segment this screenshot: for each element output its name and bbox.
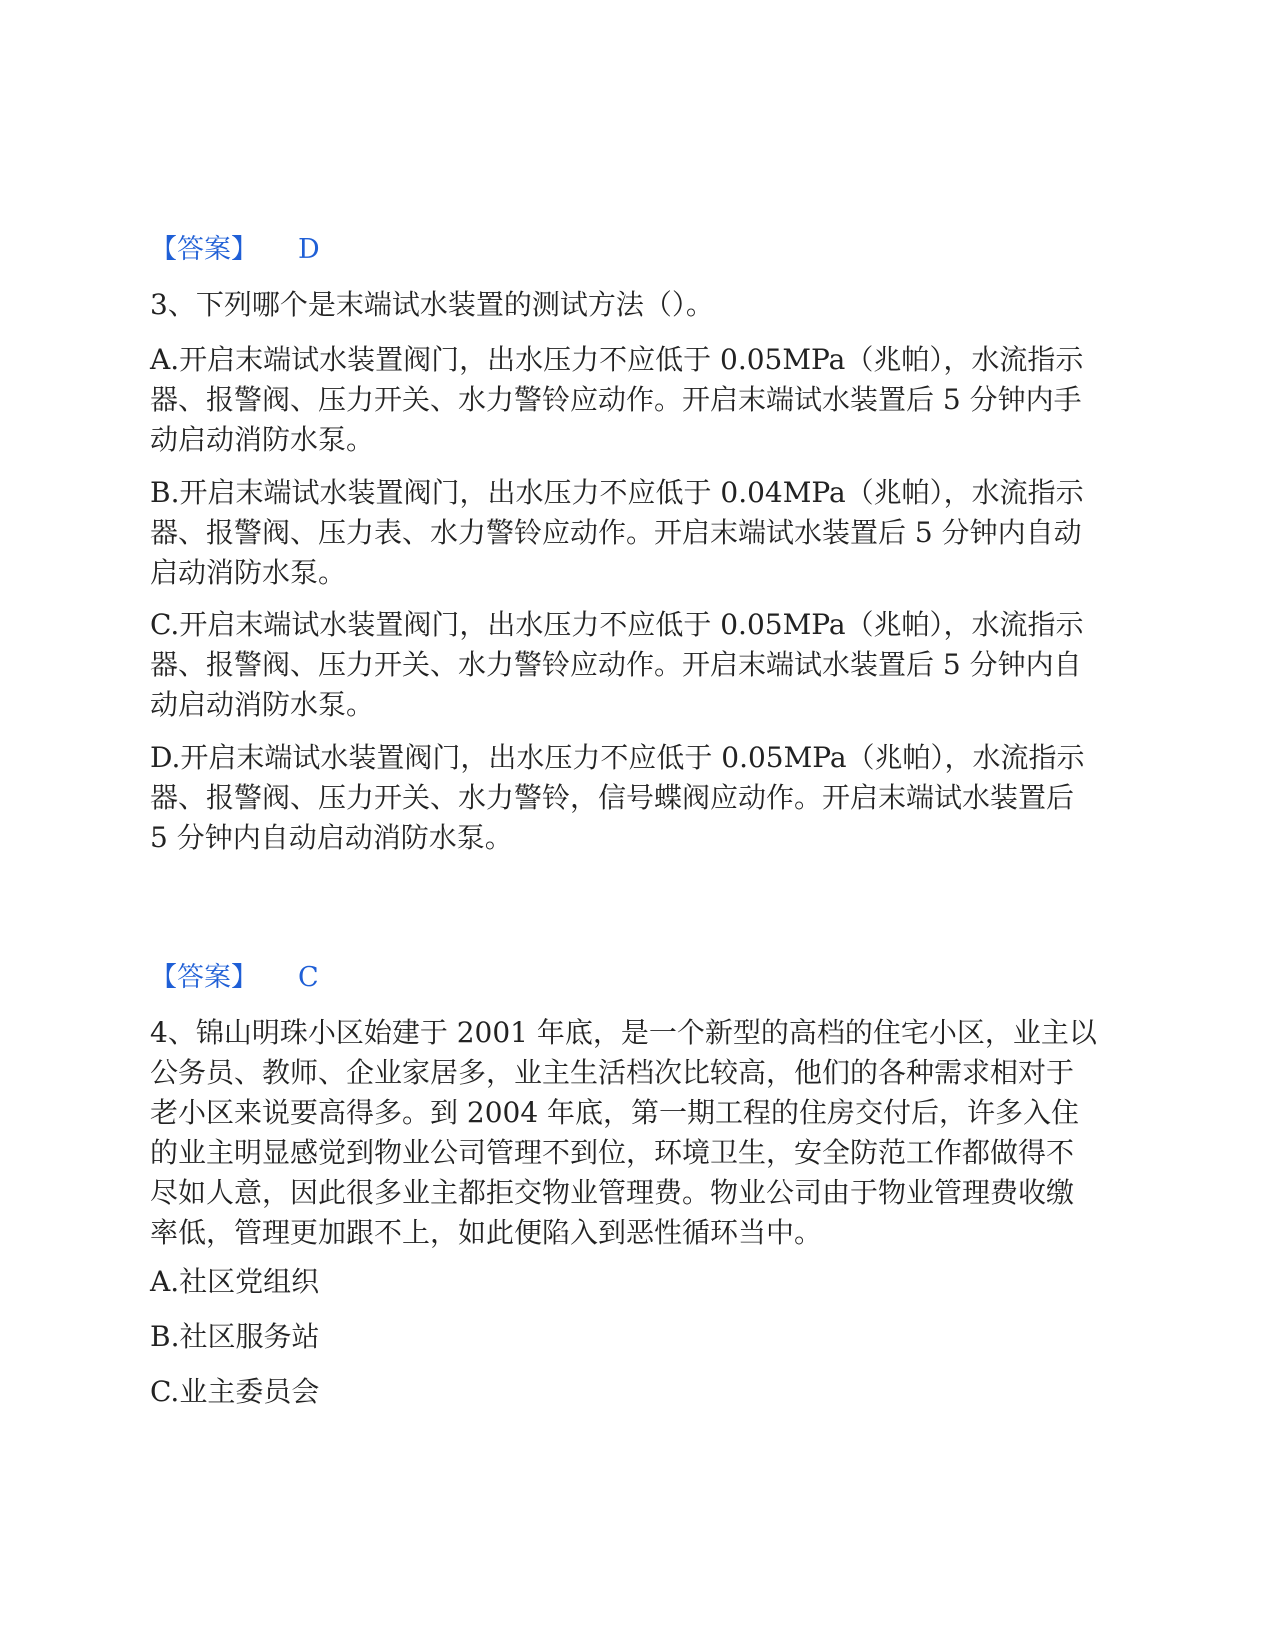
- question-3-option-a: A.开启末端试水装置阀门，出水压力不应低于 0.05MPa（兆帕），水流指示 器、报警阀、压力开关、水力警铃应动作。开启末端试水装置后 5 分钟内手 动启动消防水泵。: [150, 343, 1084, 456]
- question-4-stem: 4、锦山明珠小区始建于 2001 年底，是一个新型的高档的住宅小区，业主以 公务员、教师、企业家居多，业主生活档次比较高，他们的各种需求相对于 老小区来说要高得多。到 2004 年底，第一期工程的住房交付后，许多入住 的业主明显感觉到物业公司管理不到位，环境卫生，安全防范工作都做得不 尽如人意，因此很多业主都拒交物业管理费。物业公司由于物业管理费收缴 率低，管理更加跟不上，如此便陷入到恶性循环当中。: [150, 1016, 1097, 1249]
- question-3-option-b: B.开启末端试水装置阀门，出水压力不应低于 0.04MPa（兆帕），水流指示 器、报警阀、压力表、水力警铃应动作。开启末端试水装置后 5 分钟内自动 启动消防水泵。: [150, 476, 1084, 589]
- question-3-stem: 3、下列哪个是末端试水装置的测试方法（）。: [150, 288, 714, 321]
- answer-block-1: [150, 230, 320, 270]
- question-4-option-c: C.业主委员会: [150, 1375, 320, 1408]
- question-3-option-c: C.开启末端试水装置阀门，出水压力不应低于 0.05MPa（兆帕），水流指示 器、报警阀、压力开关、水力警铃应动作。开启末端试水装置后 5 分钟内自 动启动消防水泵。: [150, 608, 1084, 721]
- question-4-option-a: A.社区党组织: [150, 1265, 320, 1298]
- answer-label: 【答案】: [150, 962, 258, 993]
- answer-value: D: [298, 234, 320, 265]
- question-4-option-b: B.社区服务站: [150, 1320, 320, 1353]
- answer-label: 【答案】: [150, 234, 258, 265]
- answer-block-2: [150, 958, 319, 998]
- question-3-option-d: D.开启末端试水装置阀门，出水压力不应低于 0.05MPa（兆帕），水流指示 器、报警阀、压力开关、水力警铃，信号蝶阀应动作。开启末端试水装置后 5 分钟内自动启动消防水泵。: [150, 741, 1085, 854]
- answer-value: C: [298, 962, 319, 993]
